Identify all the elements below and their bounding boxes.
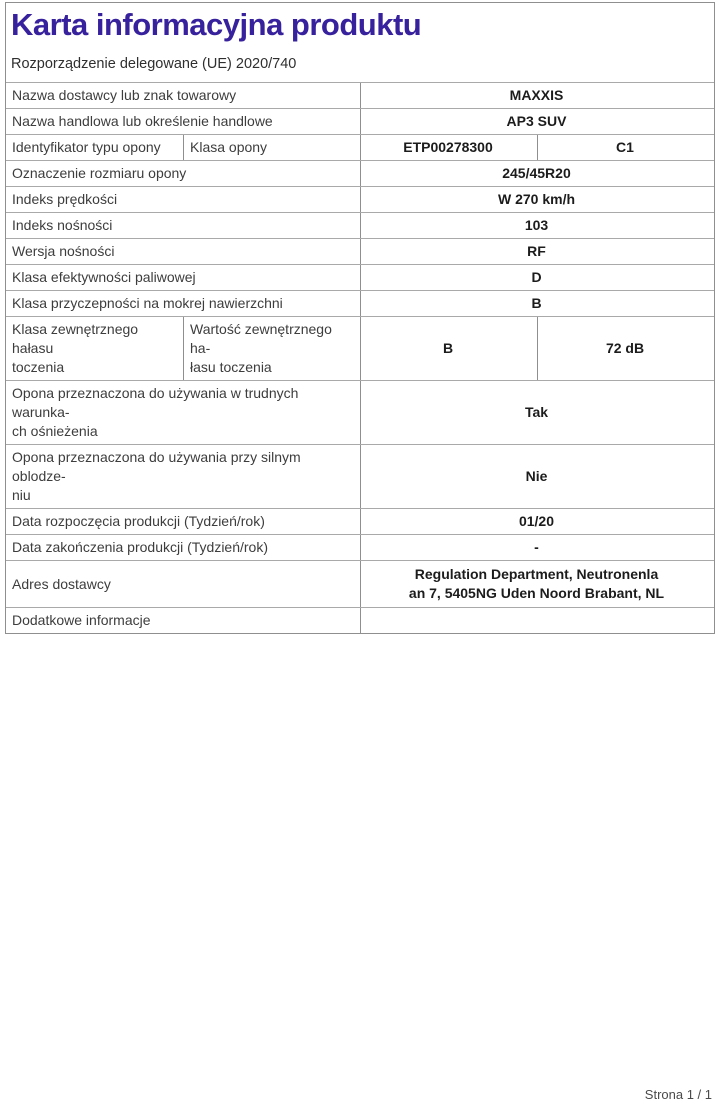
label-ice-grip xyxy=(6,445,360,508)
value-additional-info xyxy=(360,608,714,633)
label-supplier-name xyxy=(6,83,360,108)
label-type-identifier xyxy=(6,135,183,160)
table-row-ice-grip xyxy=(6,444,714,508)
value-tyre-class xyxy=(537,135,714,160)
cell-text: toczenia xyxy=(12,359,65,376)
value-production-start xyxy=(360,509,714,534)
value-fuel-efficiency-class xyxy=(360,265,714,290)
page-title: Karta informacyjna produktu xyxy=(11,7,422,42)
cell-text: C1 xyxy=(616,139,634,156)
value-speed-index xyxy=(360,187,714,212)
cell-text: Klasa przyczepności na mokrej nawierzchni xyxy=(12,295,283,312)
cell-text: 103 xyxy=(524,217,549,234)
value-ice-grip xyxy=(360,445,714,508)
cell-text: Nazwa handlowa lub określenie handlowe xyxy=(12,113,273,130)
cell-text: Opona przeznaczona do używania przy silnym oblodze- xyxy=(12,449,301,485)
table-row-wet-grip-class xyxy=(6,290,714,316)
label-noise-value xyxy=(183,317,360,380)
sheet-header xyxy=(6,3,714,82)
value-supplier-name xyxy=(360,83,714,108)
value-size-designation xyxy=(360,161,714,186)
page-number-label: Strona 1 / 1 xyxy=(644,1087,712,1102)
table-row-load-version xyxy=(6,238,714,264)
cell-text: Regulation Department, Neutronenla xyxy=(414,566,659,583)
cell-text: D xyxy=(531,269,542,286)
table-row-size-designation xyxy=(6,160,714,186)
label-trade-name xyxy=(6,109,360,134)
cell-text: Identyfikator typu opony xyxy=(12,139,161,156)
table-row-trade-name xyxy=(6,108,714,134)
cell-text: ch ośnieżenia xyxy=(12,423,98,440)
label-severe-snow xyxy=(6,381,360,444)
label-tyre-class xyxy=(183,135,360,160)
cell-text: B xyxy=(442,340,454,357)
cell-text: łasu toczenia xyxy=(190,359,272,376)
cell-text: 01/20 xyxy=(518,513,555,530)
cell-text: Nazwa dostawcy lub znak towarowy xyxy=(12,87,237,104)
value-noise-class xyxy=(360,317,537,380)
value-noise-db xyxy=(537,317,714,380)
cell-text: RF xyxy=(527,243,546,260)
table-row-type-identifier xyxy=(6,134,714,160)
value-severe-snow xyxy=(360,381,714,444)
label-noise-class xyxy=(6,317,183,380)
cell-text: ETP00278300 xyxy=(403,139,493,156)
cell-text: MAXXIS xyxy=(509,87,564,104)
value-production-end xyxy=(360,535,714,560)
value-load-index xyxy=(360,213,714,238)
label-wet-grip-class xyxy=(6,291,360,316)
cell-text: Indeks nośności xyxy=(12,217,113,234)
cell-text: 72 dB xyxy=(605,340,645,357)
label-load-index xyxy=(6,213,360,238)
table-row-additional-info xyxy=(6,607,714,633)
cell-text: Klasa opony xyxy=(190,139,268,156)
table-row-load-index xyxy=(6,212,714,238)
cell-text: - xyxy=(534,539,539,556)
cell-text: Wartość zewnętrznego ha- xyxy=(190,321,332,357)
label-additional-info xyxy=(6,608,360,633)
cell-text: 245/45R20 xyxy=(502,165,571,182)
cell-text: Nie xyxy=(525,468,548,485)
label-load-version xyxy=(6,239,360,264)
cell-text: Klasa efektywności paliwowej xyxy=(12,269,196,286)
table-row-speed-index xyxy=(6,186,714,212)
cell-text: Adres dostawcy xyxy=(12,575,111,592)
value-load-version xyxy=(360,239,714,264)
table-row-supplier-name xyxy=(6,82,714,108)
label-fuel-efficiency-class xyxy=(6,265,360,290)
value-wet-grip-class xyxy=(360,291,714,316)
table-row-severe-snow xyxy=(6,380,714,444)
table-row-production-end xyxy=(6,534,714,560)
label-production-start xyxy=(6,509,360,534)
cell-text: Opona przeznaczona do używania w trudnych warunka- xyxy=(12,385,299,421)
label-speed-index xyxy=(6,187,360,212)
cell-text: Tak xyxy=(524,404,549,421)
table-row-fuel-efficiency-class xyxy=(6,264,714,290)
cell-text: an 7, 5405NG Uden Noord Brabant, NL xyxy=(408,585,665,602)
cell-text: Data rozpoczęcia produkcji (Tydzień/rok) xyxy=(12,513,265,530)
table-row-supplier-address xyxy=(6,560,714,607)
cell-text: W 270 km/h xyxy=(497,191,576,208)
cell-text: Dodatkowe informacje xyxy=(12,612,151,629)
bordered-content-box xyxy=(5,2,715,634)
label-supplier-address xyxy=(6,561,360,607)
cell-text: Indeks prędkości xyxy=(12,191,118,208)
cell-text: B xyxy=(531,295,542,312)
value-supplier-address xyxy=(360,561,714,607)
cell-text: Klasa zewnętrznego hałasu xyxy=(12,321,139,357)
label-production-end xyxy=(6,535,360,560)
table-row-production-start xyxy=(6,508,714,534)
cell-text: Oznaczenie rozmiaru opony xyxy=(12,165,187,182)
page-number-footer xyxy=(645,1087,712,1102)
value-type-identifier xyxy=(360,135,537,160)
table-row-rolling-noise xyxy=(6,316,714,380)
value-trade-name xyxy=(360,109,714,134)
label-size-designation xyxy=(6,161,360,186)
cell-text: AP3 SUV xyxy=(506,113,567,130)
cell-text: Wersja nośności xyxy=(12,243,115,260)
cell-text: niu xyxy=(12,487,31,504)
cell-text: Data zakończenia produkcji (Tydzień/rok) xyxy=(12,539,269,556)
regulation-subtitle: Rozporządzenie delegowane (UE) 2020/740 xyxy=(11,56,297,73)
